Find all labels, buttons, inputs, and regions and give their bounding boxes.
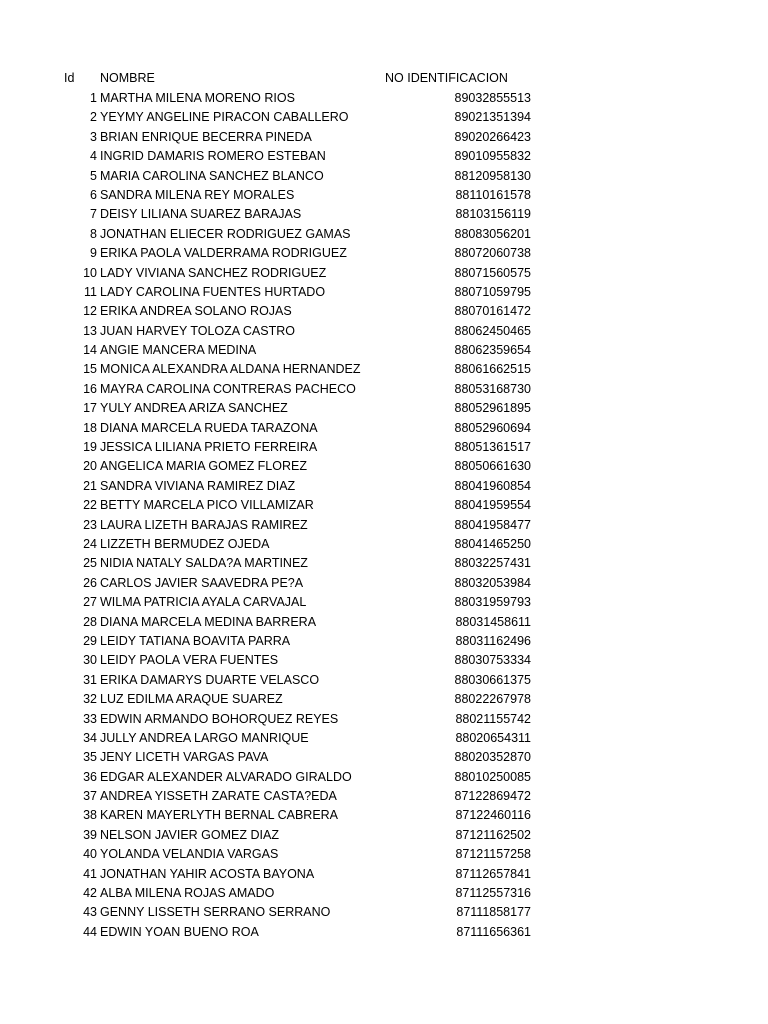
row-nombre: KAREN MAYERLYTH BERNAL CABRERA	[100, 808, 339, 823]
row-nombre: YULY ANDREA ARIZA SANCHEZ	[100, 401, 288, 416]
row-no-identificacion: 89020266423	[454, 129, 531, 144]
table-row	[0, 244, 768, 263]
row-no-identificacion: 88120958130	[454, 168, 531, 183]
table-row	[0, 806, 768, 825]
row-id: 2	[90, 110, 97, 125]
row-id: 17	[83, 401, 97, 416]
header-id: Id	[64, 71, 75, 85]
row-no-identificacion: 88053168730	[454, 381, 531, 396]
table-row	[0, 613, 768, 632]
row-no-identificacion: 87121162502	[455, 827, 531, 842]
table-row	[0, 865, 768, 884]
row-nombre: ERIKA PAOLA VALDERRAMA RODRIGUEZ	[100, 246, 347, 261]
row-no-identificacion: 88032257431	[454, 556, 531, 571]
row-no-identificacion: 88051361517	[454, 440, 531, 455]
row-id: 38	[83, 808, 97, 823]
table-row	[0, 264, 768, 283]
row-no-identificacion: 88103156119	[455, 207, 531, 222]
table-row	[0, 419, 768, 438]
row-no-identificacion: 88010250085	[454, 769, 531, 784]
row-nombre: ERIKA ANDREA SOLANO ROJAS	[100, 304, 292, 319]
row-nombre: JULLY ANDREA LARGO MANRIQUE	[100, 730, 309, 745]
row-nombre: MARTHA MILENA MORENO RIOS	[100, 91, 295, 105]
row-id: 8	[90, 226, 97, 241]
row-no-identificacion: 88110161578	[455, 187, 531, 202]
row-nombre: LADY VIVIANA SANCHEZ RODRIGUEZ	[100, 265, 327, 280]
row-id: 22	[83, 498, 97, 513]
row-nombre: MARIA CAROLINA SANCHEZ BLANCO	[100, 168, 324, 183]
row-no-identificacion: 88070161472	[454, 304, 531, 319]
row-no-identificacion: 88031162496	[455, 633, 531, 648]
row-nombre: ERIKA DAMARYS DUARTE VELASCO	[100, 672, 320, 687]
row-id: 11	[84, 284, 97, 299]
table-row	[0, 147, 768, 166]
row-id: 20	[83, 459, 97, 474]
row-id: 1	[90, 91, 97, 105]
row-id: 9	[90, 246, 97, 261]
row-no-identificacion: 88041958477	[454, 517, 531, 532]
row-id: 24	[83, 536, 97, 551]
row-id: 41	[83, 866, 97, 881]
row-no-identificacion: 87112557316	[455, 886, 531, 901]
row-nombre: CARLOS JAVIER SAAVEDRA PE?A	[100, 575, 304, 590]
row-id: 30	[83, 653, 97, 668]
table-row	[0, 826, 768, 845]
row-no-identificacion: 88071059795	[454, 284, 531, 299]
row-id: 13	[83, 323, 97, 338]
row-id: 40	[83, 847, 97, 862]
row-nombre: LEIDY TATIANA BOAVITA PARRA	[100, 633, 291, 648]
table-row	[0, 554, 768, 573]
table-row	[0, 690, 768, 709]
table-row	[0, 729, 768, 748]
row-no-identificacion: 88020654311	[455, 730, 531, 745]
row-no-identificacion: 87112657841	[455, 866, 531, 881]
table-row	[0, 903, 768, 922]
row-no-identificacion: 87111656361	[456, 924, 531, 939]
row-nombre: YEYMY ANGELINE PIRACON CABALLERO	[100, 110, 349, 125]
row-id: 32	[83, 692, 97, 707]
row-id: 18	[83, 420, 97, 435]
row-no-identificacion: 89010955832	[454, 149, 531, 164]
table-row	[0, 651, 768, 670]
row-nombre: JUAN HARVEY TOLOZA CASTRO	[100, 323, 295, 338]
row-no-identificacion: 88062450465	[454, 323, 531, 338]
table-row	[0, 438, 768, 457]
table-row	[0, 845, 768, 864]
row-nombre: BETTY MARCELA PICO VILLAMIZAR	[100, 498, 314, 513]
table-row	[0, 535, 768, 554]
row-id: 28	[83, 614, 97, 629]
row-nombre: SANDRA MILENA REY MORALES	[100, 187, 295, 202]
table-row	[0, 710, 768, 729]
table-row	[0, 205, 768, 224]
row-id: 36	[83, 769, 97, 784]
row-nombre: DEISY LILIANA SUAREZ BARAJAS	[100, 207, 302, 222]
row-no-identificacion: 88030753334	[454, 653, 531, 668]
row-id: 42	[83, 886, 97, 901]
row-id: 10	[83, 265, 97, 280]
table-row	[0, 341, 768, 360]
row-id: 25	[83, 556, 97, 571]
row-no-identificacion: 88071560575	[454, 265, 531, 280]
row-no-identificacion: 87111858177	[456, 905, 531, 920]
row-id: 6	[90, 187, 97, 202]
row-nombre: LADY CAROLINA FUENTES HURTADO	[100, 284, 326, 299]
row-nombre: BRIAN ENRIQUE BECERRA PINEDA	[100, 129, 312, 144]
row-nombre: GENNY LISSETH SERRANO SERRANO	[100, 905, 331, 920]
row-nombre: EDWIN ARMANDO BOHORQUEZ REYES	[100, 711, 339, 726]
row-nombre: MONICA ALEXANDRA ALDANA HERNANDEZ	[100, 362, 361, 377]
row-id: 43	[83, 905, 97, 920]
table-row	[0, 302, 768, 321]
table-row	[0, 768, 768, 787]
row-nombre: LAURA LIZETH BARAJAS RAMIREZ	[100, 517, 308, 532]
row-nombre: WILMA PATRICIA AYALA CARVAJAL	[100, 595, 307, 610]
row-id: 29	[83, 633, 97, 648]
row-id: 31	[83, 672, 97, 687]
table-body	[0, 89, 768, 942]
row-nombre: NIDIA NATALY SALDA?A MARTINEZ	[100, 556, 308, 571]
row-no-identificacion: 88061662515	[454, 362, 531, 377]
row-id: 21	[83, 478, 97, 493]
table-row	[0, 399, 768, 418]
row-id: 5	[90, 168, 97, 183]
row-nombre: MAYRA CAROLINA CONTRERAS PACHECO	[100, 381, 356, 396]
row-nombre: JENY LICETH VARGAS PAVA	[100, 750, 269, 765]
row-no-identificacion: 88032053984	[454, 575, 531, 590]
table-row	[0, 574, 768, 593]
row-no-identificacion: 88062359654	[454, 343, 531, 358]
row-no-identificacion: 88072060738	[454, 246, 531, 261]
table-header	[0, 69, 768, 88]
row-nombre: DIANA MARCELA RUEDA TARAZONA	[100, 420, 318, 435]
header-no-identificacion: NO IDENTIFICACION	[385, 71, 508, 85]
row-no-identificacion: 88020352870	[454, 750, 531, 765]
row-id: 37	[83, 789, 97, 804]
row-id: 27	[83, 595, 97, 610]
row-id: 23	[83, 517, 97, 532]
row-nombre: DIANA MARCELA MEDINA BARRERA	[100, 614, 317, 629]
row-no-identificacion: 88021155742	[455, 711, 531, 726]
row-id: 15	[83, 362, 97, 377]
table-row	[0, 593, 768, 612]
row-nombre: EDGAR ALEXANDER ALVARADO GIRALDO	[100, 769, 352, 784]
table-row	[0, 632, 768, 651]
row-nombre: ANDREA YISSETH ZARATE CASTA?EDA	[100, 789, 337, 804]
row-id: 4	[90, 149, 97, 164]
table-row	[0, 380, 768, 399]
row-nombre: EDWIN YOAN BUENO ROA	[100, 924, 259, 939]
row-id: 44	[83, 924, 97, 939]
row-no-identificacion: 89021351394	[454, 110, 531, 125]
row-no-identificacion: 88052960694	[454, 420, 531, 435]
row-no-identificacion: 88030661375	[454, 672, 531, 687]
row-no-identificacion: 88041960854	[454, 478, 531, 493]
row-no-identificacion: 88050661630	[454, 459, 531, 474]
row-nombre: LUZ EDILMA ARAQUE SUAREZ	[100, 692, 283, 707]
row-no-identificacion: 88083056201	[454, 226, 531, 241]
table-row	[0, 923, 768, 942]
row-id: 39	[83, 827, 97, 842]
table-row	[0, 496, 768, 515]
row-nombre: ANGELICA MARIA GOMEZ FLOREZ	[100, 459, 307, 474]
row-nombre: YOLANDA VELANDIA VARGAS	[100, 847, 279, 862]
row-nombre: ALBA MILENA ROJAS AMADO	[100, 886, 275, 901]
row-id: 7	[90, 207, 97, 222]
table-row	[0, 186, 768, 205]
row-no-identificacion: 88052961895	[454, 401, 531, 416]
row-no-identificacion: 88041465250	[454, 536, 531, 551]
table-row	[0, 516, 768, 535]
table-row	[0, 360, 768, 379]
row-no-identificacion: 87122869472	[454, 789, 531, 804]
table-row	[0, 89, 768, 108]
row-no-identificacion: 89032855513	[454, 91, 531, 105]
table-row	[0, 108, 768, 127]
row-nombre: JONATHAN YAHIR ACOSTA BAYONA	[100, 866, 315, 881]
row-no-identificacion: 87121157258	[455, 847, 531, 862]
table-row	[0, 225, 768, 244]
row-id: 3	[90, 129, 97, 144]
row-nombre: JESSICA LILIANA PRIETO FERREIRA	[100, 440, 318, 455]
table-row	[0, 128, 768, 147]
row-no-identificacion: 88031959793	[454, 595, 531, 610]
table-row	[0, 457, 768, 476]
row-nombre: SANDRA VIVIANA RAMIREZ DIAZ	[100, 478, 296, 493]
row-nombre: ANGIE MANCERA MEDINA	[100, 343, 257, 358]
row-no-identificacion: 88031458611	[455, 614, 531, 629]
row-id: 35	[83, 750, 97, 765]
row-id: 34	[83, 730, 97, 745]
row-nombre: INGRID DAMARIS ROMERO ESTEBAN	[100, 149, 326, 164]
row-id: 16	[83, 381, 97, 396]
row-id: 26	[83, 575, 97, 590]
row-id: 19	[83, 440, 97, 455]
row-no-identificacion: 88022267978	[454, 692, 531, 707]
table-row	[0, 322, 768, 341]
row-id: 33	[83, 711, 97, 726]
table-row	[0, 167, 768, 186]
row-nombre: NELSON JAVIER GOMEZ DIAZ	[100, 827, 279, 842]
table-row	[0, 477, 768, 496]
row-nombre: LEIDY PAOLA VERA FUENTES	[100, 653, 279, 668]
table-row	[0, 748, 768, 767]
row-nombre: LIZZETH BERMUDEZ OJEDA	[100, 536, 270, 551]
row-id: 12	[83, 304, 97, 319]
table-row	[0, 671, 768, 690]
table-row	[0, 787, 768, 806]
table-row	[0, 283, 768, 302]
row-no-identificacion: 88041959554	[454, 498, 531, 513]
row-id: 14	[83, 343, 97, 358]
header-nombre: NOMBRE	[100, 71, 155, 85]
row-nombre: JONATHAN ELIECER RODRIGUEZ GAMAS	[100, 226, 351, 241]
row-no-identificacion: 87122460116	[455, 808, 531, 823]
table-row	[0, 884, 768, 903]
